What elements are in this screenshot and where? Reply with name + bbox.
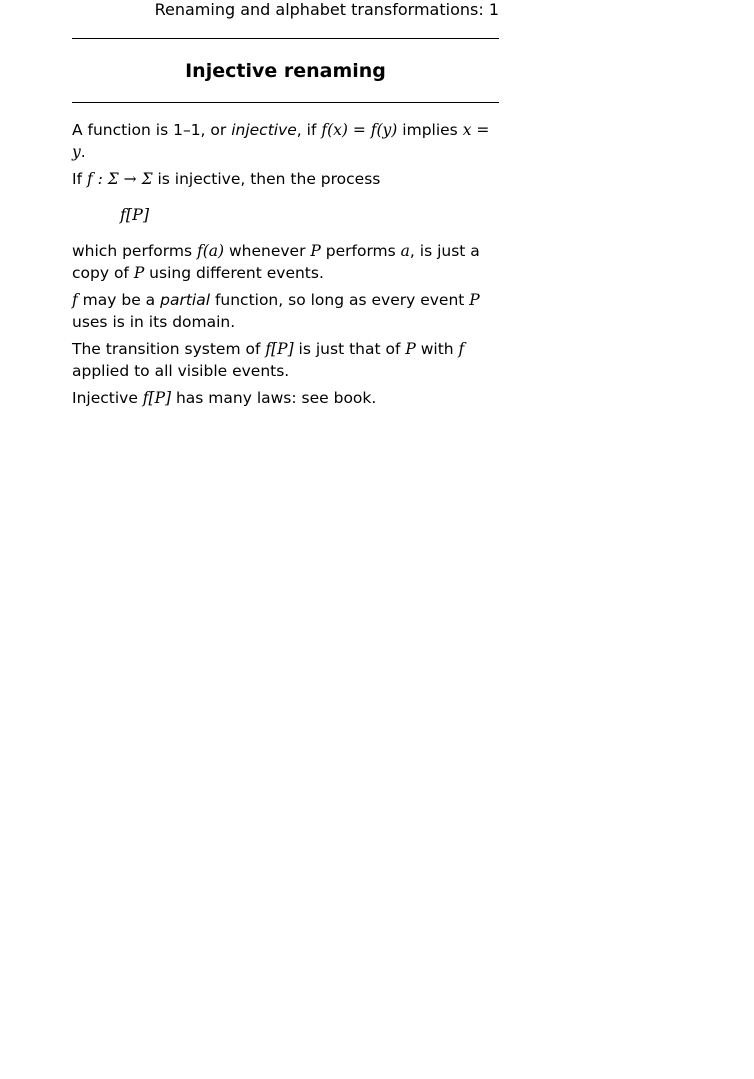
- slide-title: Injective renaming: [185, 60, 386, 82]
- top-rule: [72, 38, 499, 39]
- math-f-of-P: f[P]: [142, 389, 172, 407]
- paragraph-which-performs: [72, 240, 499, 284]
- math-P: P: [310, 242, 321, 260]
- text: implies: [397, 121, 463, 139]
- math-function-signature: f : Σ → Σ: [86, 170, 153, 188]
- text: Injective: [72, 389, 143, 407]
- text: applied to all visible events.: [72, 362, 290, 380]
- math-f: f: [458, 340, 465, 358]
- math-P: P: [469, 291, 480, 309]
- math-f-of-P: f[P]: [265, 340, 294, 358]
- math-f: f: [72, 291, 78, 309]
- math-f-of-P: f[P]: [120, 205, 150, 224]
- text: has many laws: see book.: [171, 389, 377, 407]
- text: function, so long as every event: [210, 291, 470, 309]
- bottom-rule: [72, 102, 499, 103]
- emphasis-partial: partial: [160, 291, 211, 309]
- paragraph-transition-system: [72, 338, 499, 382]
- math-fa: f(a): [196, 242, 225, 260]
- text: , if: [296, 121, 322, 139]
- text: .: [80, 143, 86, 161]
- display-math-fP: [120, 204, 499, 226]
- math-P: P: [405, 340, 416, 358]
- text: using different events.: [144, 264, 324, 282]
- text: A function is 1–1, or: [72, 121, 232, 139]
- paragraph-partial-function: [72, 289, 499, 333]
- emphasis-injective: injective: [231, 121, 297, 139]
- slide-body: [72, 119, 499, 414]
- text: is just that of: [293, 340, 406, 358]
- text: The transition system of: [72, 340, 266, 358]
- text: whenever: [224, 242, 311, 260]
- running-header: Renaming and alphabet transformations: 1: [154, 0, 499, 19]
- math-P: P: [133, 264, 145, 282]
- paragraph-injective-definition: [72, 119, 499, 163]
- paragraph-if-injective: [72, 168, 499, 190]
- text: performs: [320, 242, 401, 260]
- text: which performs: [72, 242, 197, 260]
- math-x-equals-y: x = y: [72, 121, 490, 161]
- paragraph-laws: [72, 387, 499, 409]
- text: , is just a copy of: [72, 242, 480, 282]
- text: with: [415, 340, 459, 358]
- math-fx-equals-fy: f(x) = f(y): [321, 121, 398, 139]
- text: If: [72, 170, 87, 188]
- text: uses is in its domain.: [72, 313, 236, 331]
- math-a: a: [400, 242, 410, 260]
- text: may be a: [77, 291, 161, 309]
- text: is injective, then the process: [152, 170, 381, 188]
